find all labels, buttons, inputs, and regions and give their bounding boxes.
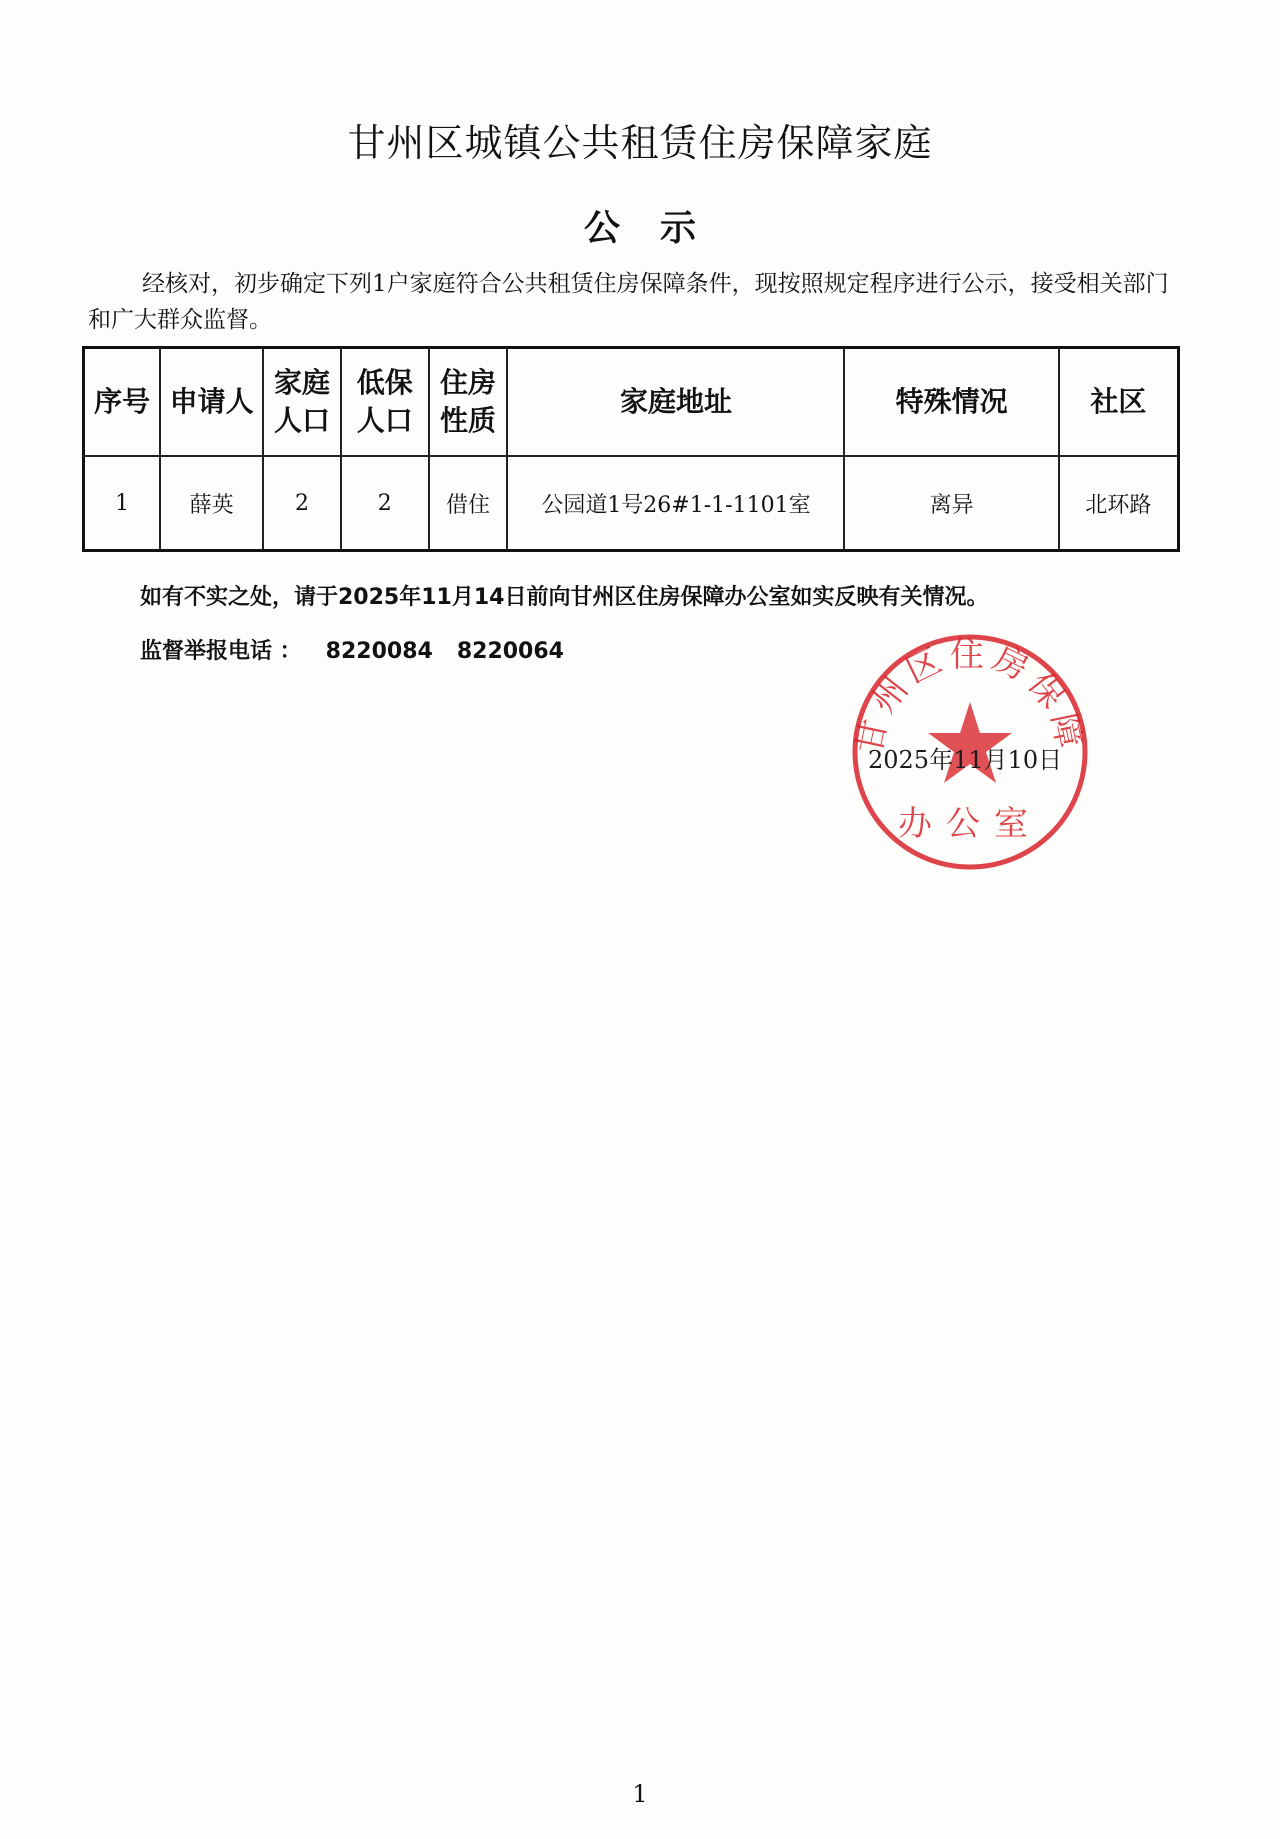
phone-number-1: 8220084 (325, 639, 433, 664)
seal-top-text: 甘州区住房保障 (849, 634, 1091, 758)
cell-applicant: 薛英 (160, 456, 263, 551)
cell-low-income-size: 2 (341, 456, 429, 551)
intro-paragraph: 经核对，初步确定下列1户家庭符合公共租赁住房保障条件，现按照规定程序进行公示，接受相关部门和广大群众监督。 (88, 271, 1169, 333)
table-header-row (84, 348, 1179, 457)
cell-housing-type: 借住 (429, 456, 508, 551)
header-special: 特殊情况 (844, 348, 1058, 457)
header-family-size: 家庭 人口 (263, 348, 341, 457)
seal-bottom-text: 办公室 (898, 804, 1042, 844)
table-row (84, 456, 1179, 551)
cell-family-size: 2 (263, 456, 341, 551)
footer-note: 如有不实之处，请于2025年11月14日前向甘州区住房保障办公室如实反映有关情况。 (140, 585, 989, 610)
cell-address: 公园道1号26#1-1-1101室 (507, 456, 844, 551)
header-community: 社区 (1059, 348, 1179, 457)
report-phone (140, 634, 564, 665)
header-low-income-size: 低保 人口 (341, 348, 429, 457)
header-address: 家庭地址 (507, 348, 844, 457)
header-seq: 序号 (84, 348, 161, 457)
document-title: 甘州区城镇公共租赁住房保障家庭 (347, 121, 933, 165)
page-number: 1 (632, 1780, 648, 1808)
cell-seq: 1 (84, 456, 161, 551)
cell-community: 北环路 (1059, 456, 1179, 551)
header-applicant: 申请人 (160, 348, 263, 457)
phone-number-2: 8220064 (456, 639, 564, 664)
household-table (82, 346, 1180, 552)
header-housing-type: 住房 性质 (429, 348, 508, 457)
document-subtitle: 公示 (583, 208, 736, 249)
cell-special: 离异 (844, 456, 1058, 551)
issue-date: 2025年11月10日 (868, 746, 1063, 774)
phone-label: 监督举报电话 ： (140, 639, 302, 664)
